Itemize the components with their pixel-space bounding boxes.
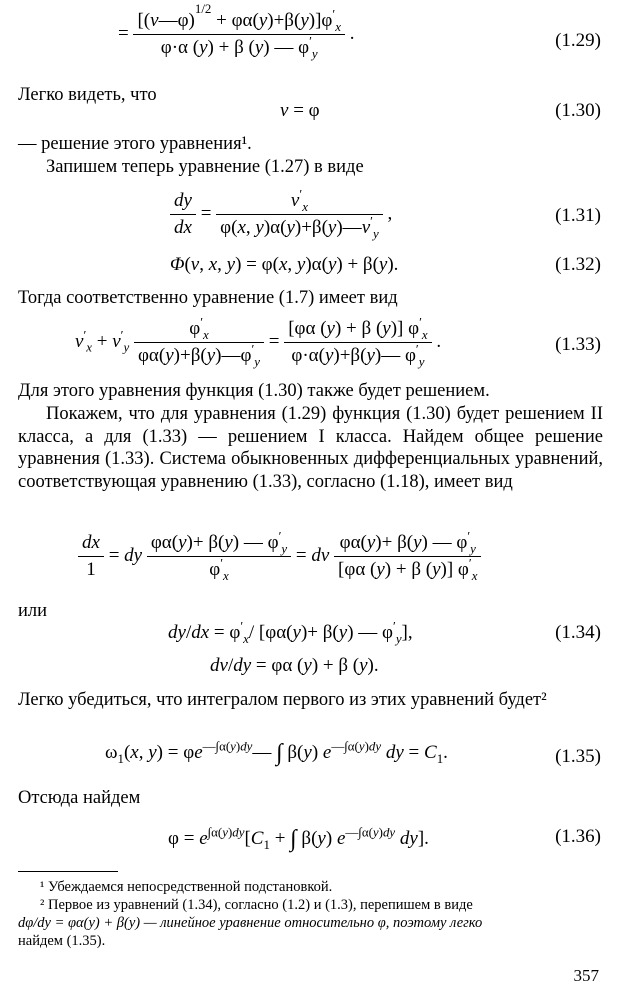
equation-1-29: = $\frac{[(v—\varphi)^{1/2} + \varphi\alpha(y)+\beta(y)]\varphi'_x}{\varphi\cdot\alpha (y) + \beta (y) — \varphi'_y}$ . (118, 0, 355, 61)
footnote: ¹ Убеждаемся непосредственной подстановкой. (40, 879, 333, 895)
equation-system: $\frac{dx}{1}$ = dy $\frac{\varphi\alpha(y)+ \beta(y) — \varphi'_y}{\varphi'_x}$ = dv $\frac{\varphi\alpha(y)+ \beta(y) — \varphi'_y}{[\varphi\alpha (y) + \beta (y)] \varphi'_x}$ (78, 532, 481, 581)
paragraph: Легко видеть, что (18, 85, 157, 105)
equation-1-30: v = φ (280, 100, 320, 121)
footnote: ² Первое из уравнений (1.34), согласно (1.2) и (1.3), перепишем в виде (40, 897, 473, 913)
paragraph: Отсюда найдем (18, 788, 141, 808)
paragraph: Легко убедиться, что интегралом первого из этих уравнений будет² (18, 690, 547, 710)
paragraph: Запишем теперь уравнение (1.27) в виде (46, 157, 364, 177)
equation-number: (1.29) (555, 30, 601, 51)
equation-1-34b: dv/dy = φα (y) + β (y). (210, 655, 379, 676)
equation-1-34: $dy/dx = \varphi'_x/$ [φα(y)+ β(y) — $\varphi'_y$], (168, 618, 413, 646)
equation-1-35: $\omega_1(x$, $y) = \varphi e^{—\int\alpha(y)dy}—$ ∫ β(y) $e^{—\int\alpha(y)dy}$ dy = $C_1$. (105, 738, 448, 766)
equation-number: (1.35) (555, 746, 601, 767)
footnote: dφ/dy = φα(y) + β(y) — линейное уравнение относительно φ, поэтому легко (18, 915, 483, 931)
equation-number: (1.34) (555, 622, 601, 643)
equation-number: (1.36) (555, 826, 601, 847)
paragraph: Покажем, что для уравнения (1.29) функция (1.30) будет решением II класса, а для (1.33) — решением I класса. Найдем общее решение уравнения (1.33). Система обыкновенных дифференциальных уравнений, соответствующая уравнению (1.33), согласно (1.18), имеет вид (18, 404, 603, 492)
footnote-divider (18, 871, 118, 872)
paragraph: Тогда соответственно уравнение (1.7) имеет вид (18, 288, 398, 308)
equation-number: (1.30) (555, 100, 601, 121)
equation-1-33: $v'_x + v'_y$ $\frac{\varphi'_x}{\varphi\alpha(y)+\beta(y)—\varphi'_y}$ = $\frac{[\varphi\alpha (y) + \beta (y)] \varphi'_x}{\varphi\cdot\alpha(y)+\beta(y)— \varphi'_y}$ . (75, 314, 442, 369)
equation-number: (1.33) (555, 334, 601, 355)
paragraph: — решение этого уравнения¹. (18, 134, 252, 154)
equation-number: (1.32) (555, 254, 601, 275)
paragraph: Для этого уравнения функция (1.30) также будет решением. (18, 381, 490, 401)
equation-1-36: $\varphi = e^{\int\alpha(y)dy}[C_1$ + ∫ β(y) $e^{—\int\alpha(y)dy}$ dy]. (168, 824, 429, 852)
paragraph: или (18, 601, 48, 621)
equation-1-32: Φ(v, x, y) = φ(x, y)α(y) + β(y). (170, 254, 399, 275)
page-number: 357 (573, 966, 599, 985)
footnote: найдем (1.35). (18, 933, 106, 949)
equation-1-31: $\frac{dy}{dx}$ = $\frac{v'_x}{\varphi(x, y)\alpha(y)+\beta(y)—v'_y}$ , (170, 190, 392, 239)
equation-number: (1.31) (555, 205, 601, 226)
